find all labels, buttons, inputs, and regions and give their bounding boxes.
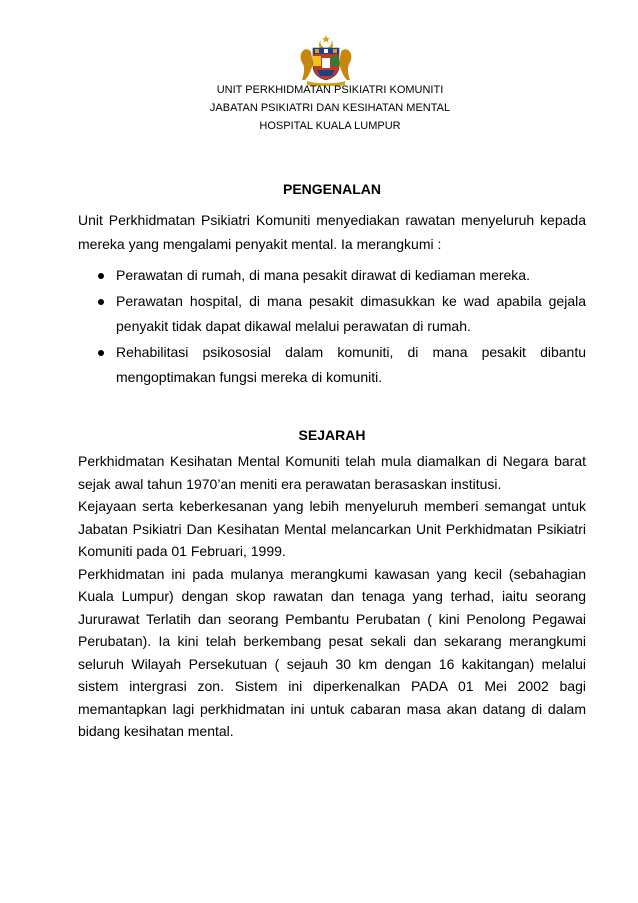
header-department-name: JABATAN PSIKIATRI DAN KESIHATAN MENTAL xyxy=(209,102,451,114)
list-item xyxy=(78,289,586,340)
list-item xyxy=(78,263,586,289)
coat-of-arms-icon xyxy=(297,34,355,86)
sejarah-paragraph: Kejayaan serta keberkesanan yang lebih menyeluruh memberi semangat untuk Jabatan Psikiatri Dan Kesihatan Mental melancarkan Unit Perkhidmatan Psikiatri Komuniti pada 01 Februari, 1999. xyxy=(78,498,586,559)
list-item xyxy=(78,340,586,391)
bullet-icon xyxy=(98,350,104,356)
bullet-icon xyxy=(98,273,104,279)
bullet-icon xyxy=(98,299,104,305)
header-unit-name: UNIT PERKHIDMATAN PSIKIATRI KOMUNITI xyxy=(216,84,444,96)
pengenalan-intro xyxy=(78,208,586,256)
bullet-text: Rehabilitasi psikososial dalam komuniti, di mana pesakit dibantu mengoptimakan fungsi mereka di komuniti. xyxy=(116,343,586,385)
sejarah-paragraph: Perkhidmatan ini pada mulanya merangkumi kawasan yang kecil (sebahagian Kuala Lumpur) dengan skop rawatan dan tenaga yang terhad, iaitu seorang Jururawat Terlatih dan seorang Pembantu Perubatan ( kini Penolong Pegawai Perubatan). Ia kini telah berkembang pesat sekali dan sekarang merangkumi seluruh Wilayah Persekutuan ( sejauh 30 km dengan 16 kakitangan) melalui sistem intergrasi zon. Sistem ini diperkenalkan PADA 01 Mei 2002 bagi memantapkan lagi perkhidmatan ini untuk cabaran masa akan datang di dalam bidang kesihatan mental. xyxy=(78,565,586,739)
sejarah-body xyxy=(78,450,586,743)
header-hospital-name: HOSPITAL KUALA LUMPUR xyxy=(259,120,401,132)
sejarah-paragraph: Perkhidmatan Kesihatan Mental Komuniti telah mula diamalkan di Negara barat sejak awal tahun 1970’an meniti era perawatan berasaskan institusi. xyxy=(78,453,586,492)
institution-header xyxy=(120,81,540,135)
section-title-pengenalan: PENGENALAN xyxy=(282,181,381,197)
section-title-sejarah: SEJARAH xyxy=(298,427,366,443)
bullet-text: Perawatan di rumah, di mana pesakit dirawat di kediaman mereka. xyxy=(116,267,530,283)
pengenalan-intro-text: Unit Perkhidmatan Psikiatri Komuniti menyediakan rawatan menyeluruh kepada mereka yang mengalami penyakit mental. Ia merangkumi : xyxy=(78,212,586,252)
pengenalan-bullet-list xyxy=(78,263,586,391)
bullet-text: Perawatan hospital, di mana pesakit dimasukkan ke wad apabila gejala penyakit tidak dapat dikawal melalui perawatan di rumah. xyxy=(116,292,586,334)
